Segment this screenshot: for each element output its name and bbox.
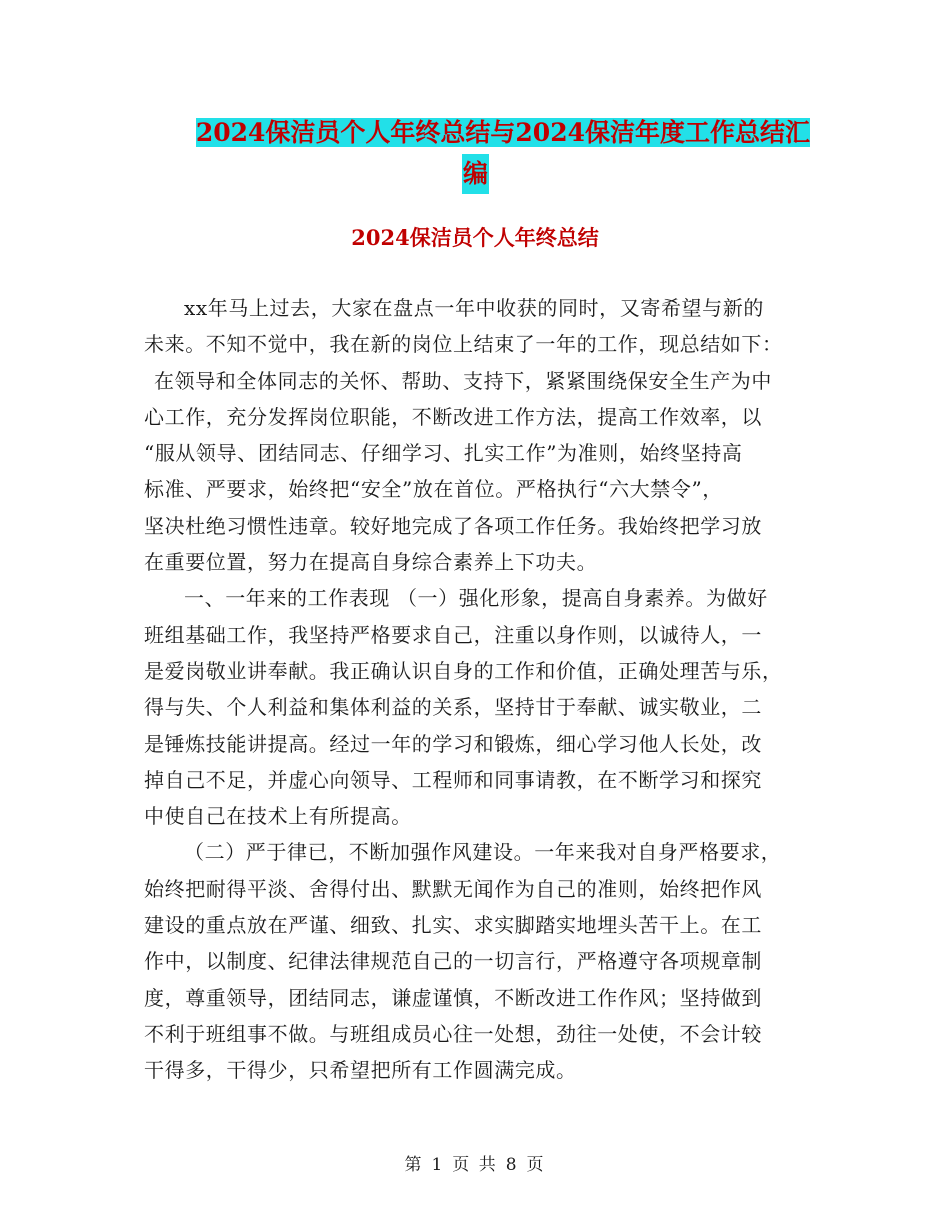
paragraph-line: 干得多，干得少，只希望把所有工作圆满完成。	[144, 1058, 577, 1083]
paragraph-line: （二）严于律已，不断加强作风建设。一年来我对自身严格要求，	[184, 840, 782, 865]
page-total: 8	[505, 1155, 519, 1175]
document-title-line2: 编	[462, 154, 489, 194]
paragraph-line: 在重要位置，努力在提高自身综合素养上下功夫。	[144, 550, 598, 575]
paragraph-line: 一、一年来的工作表现 （一）强化形象，提高自身素养。为做好	[184, 586, 768, 611]
paragraph-line: 始终把耐得平淡、舍得付出、默默无闻作为自己的准则，始终把作风	[144, 876, 762, 901]
paragraph-line: 建设的重点放在严谨、细致、扎实、求实脚踏实地埋头苦干上。在工	[144, 913, 762, 938]
paragraph-line: 心工作，充分发挥岗位职能，不断改进工作方法，提高工作效率，以	[144, 404, 762, 429]
paragraph-line: 中使自己在技术上有所提高。	[144, 804, 412, 829]
page-label-mid: 页 共	[452, 1155, 498, 1175]
page-footer	[0, 1150, 950, 1175]
paragraph-line: 坚决杜绝习惯性违章。较好地完成了各项工作任务。我始终把学习放	[144, 513, 762, 538]
section-title: 2024保洁员个人年终总结	[351, 225, 599, 250]
paragraph-line: 掉自己不足，并虚心向领导、工程师和同事请教，在不断学习和探究	[144, 767, 762, 792]
paragraph-line: 得与失、个人利益和集体利益的关系，坚持甘于奉献、诚实敬业，二	[144, 695, 762, 720]
page-label-prefix: 第	[404, 1155, 424, 1175]
paragraph-line: 未来。不知不觉中，我在新的岗位上结束了一年的工作，现总结如下：	[144, 332, 783, 357]
paragraph-line: 作中，以制度、纪律法律规范自己的一切言行，严格遵守各项规章制	[144, 949, 762, 974]
paragraph-line: 班组基础工作，我坚持严格要求自己，注重以身作则，以诚待人，一	[144, 622, 762, 647]
page-current: 1	[431, 1155, 445, 1175]
paragraph-line: 是锤炼技能讲提高。经过一年的学习和锻炼，细心学习他人长处，改	[144, 731, 762, 756]
paragraph-line: 标准、严要求，始终把“安全”放在首位。严格执行“六大禁令”，	[144, 477, 723, 502]
paragraph-line: 是爱岗敬业讲奉献。我正确认识自身的工作和价值，正确处理苦与乐，	[144, 658, 783, 683]
body-text	[144, 290, 808, 1089]
paragraph-line: xx年马上过去，大家在盘点一年中收获的同时，又寄希望与新的	[184, 296, 764, 320]
paragraph-line: “服从领导、团结同志、仔细学习、扎实工作”为准则，始终坚持高	[144, 441, 743, 466]
paragraph-line: 不利于班组事不做。与班组成员心往一处想，劲往一处使，不会计较	[144, 1021, 762, 1046]
document-title-line1: 2024保洁员个人年终总结与2024保洁年度工作总结汇	[195, 118, 810, 147]
paragraph-line: 在领导和全体同志的关怀、帮助、支持下，紧紧围绕保安全生产为中	[154, 368, 772, 393]
paragraph-line: 度，尊重领导，团结同志，谦虚谨慎，不断改进工作作风；坚持做到	[144, 985, 762, 1010]
page-label-suffix: 页	[526, 1155, 546, 1175]
document-title	[140, 110, 810, 156]
